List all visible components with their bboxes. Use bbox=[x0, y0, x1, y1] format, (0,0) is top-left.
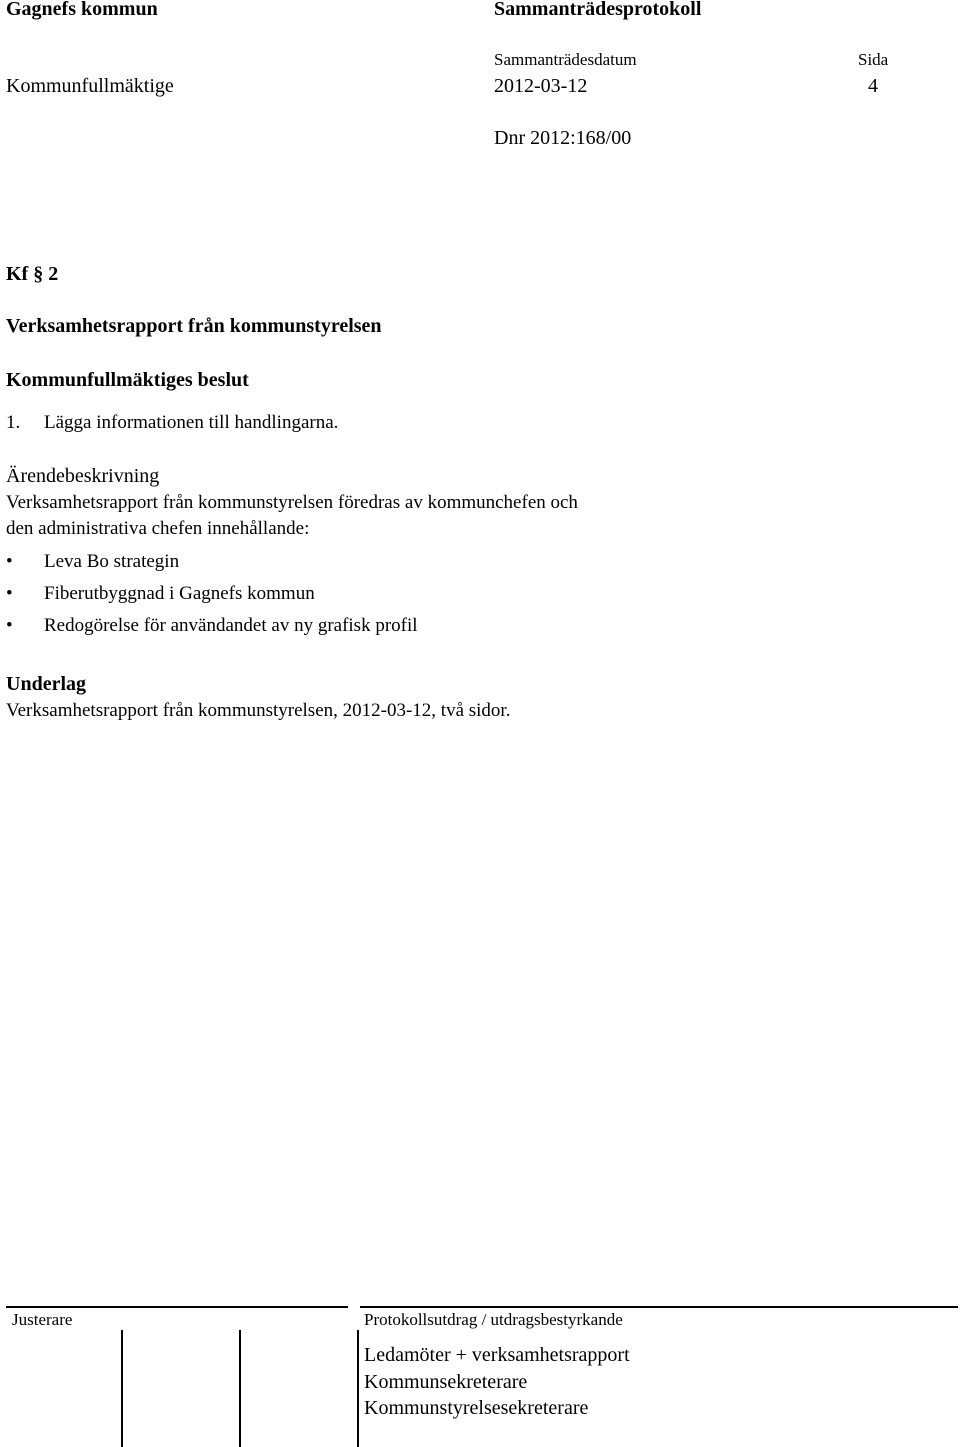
basis-text: Verksamhetsrapport från kommunstyrelsen, 2012-03-12, två sidor. bbox=[6, 700, 511, 721]
bullet-text: Redogörelse för användandet av ny grafisk profil bbox=[44, 615, 418, 636]
description-heading: Ärendebeskrivning bbox=[6, 465, 160, 487]
extract-label: Protokollsutdrag / utdragsbestyrkande bbox=[364, 1310, 623, 1329]
bullet-text: Fiberutbyggnad i Gagnefs kommun bbox=[44, 583, 315, 604]
recipient-item: Ledamöter + verksamhetsrapport bbox=[364, 1344, 630, 1366]
dnr-number: Dnr 2012:168/00 bbox=[494, 127, 632, 149]
bullet-item bbox=[6, 615, 418, 637]
recipient-item: Kommunsekreterare bbox=[364, 1370, 528, 1393]
section-title: Verksamhetsrapport från kommunstyrelsen bbox=[6, 315, 382, 337]
bullet-icon: • bbox=[6, 551, 13, 572]
footer-divider-left bbox=[6, 1306, 348, 1308]
decision-item-number: 1. bbox=[6, 412, 21, 433]
meeting-body: Kommunfullmäktige bbox=[6, 75, 174, 97]
justerare-label: Justerare bbox=[12, 1310, 73, 1329]
recipient-item: Kommunstyrelsesekreterare bbox=[364, 1397, 589, 1419]
page-label: Sida bbox=[858, 50, 889, 69]
decision-item-text: Lägga informationen till handlingarna. bbox=[44, 412, 339, 433]
recipient-list bbox=[364, 1342, 630, 1422]
bullet-icon: • bbox=[6, 615, 13, 636]
organization-name: Gagnefs kommun bbox=[6, 0, 158, 20]
bullet-icon: • bbox=[6, 583, 13, 604]
signature-box-divider bbox=[121, 1330, 123, 1447]
date-label: Sammanträdesdatum bbox=[494, 50, 637, 69]
description-line: den administrativa chefen innehållande: bbox=[6, 518, 310, 539]
basis-heading: Underlag bbox=[6, 673, 86, 695]
bullet-text: Leva Bo strategin bbox=[44, 551, 180, 572]
page-number: 4 bbox=[868, 75, 878, 97]
bullet-item bbox=[6, 551, 179, 573]
document-type: Sammanträdesprotokoll bbox=[494, 0, 702, 20]
footer-divider-right bbox=[360, 1306, 958, 1308]
signature-box-divider bbox=[357, 1330, 359, 1447]
meeting-date: 2012-03-12 bbox=[494, 75, 588, 97]
signature-box-divider bbox=[239, 1330, 241, 1447]
description-line: Verksamhetsrapport från kommunstyrelsen föredras av kommunchefen och bbox=[6, 492, 578, 513]
decision-heading: Kommunfullmäktiges beslut bbox=[6, 369, 249, 391]
decision-item bbox=[6, 412, 338, 434]
paragraph-number: Kf § 2 bbox=[6, 263, 59, 285]
bullet-item bbox=[6, 583, 315, 605]
